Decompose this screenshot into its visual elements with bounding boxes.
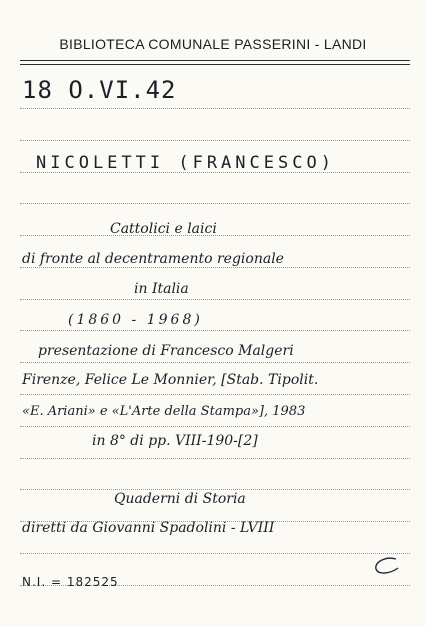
- ruled-line: [20, 330, 410, 331]
- ruled-line: [20, 108, 410, 109]
- ruled-line: [20, 426, 410, 427]
- ruled-line: [20, 267, 410, 268]
- title-dates: (1860 - 1968): [68, 312, 203, 328]
- series-title: Quaderni di Storia: [114, 491, 246, 507]
- imprint-line: presentazione di Francesco Malgeri: [38, 343, 294, 359]
- ruled-line: [20, 553, 410, 554]
- ruled-line: [20, 140, 410, 141]
- ruled-line: [20, 458, 410, 459]
- ruled-line: [20, 203, 410, 204]
- inventory-number: N.I. = 182525: [22, 575, 119, 589]
- title-line: in Italia: [134, 281, 189, 297]
- ruled-line: [20, 394, 410, 395]
- ruled-line: [20, 489, 410, 490]
- ruled-line: [20, 299, 410, 300]
- pen-flourish: [368, 556, 402, 578]
- title-line: di fronte al decentramento regionale: [22, 251, 284, 267]
- ruled-line: [20, 362, 410, 363]
- imprint-line: Firenze, Felice Le Monnier, [Stab. Tipolit.: [22, 372, 319, 388]
- imprint-line: «E. Ariani» e «L'Arte della Stampa»], 1983: [22, 404, 306, 419]
- library-header: BIBLIOTECA COMUNALE PASSERINI - LANDI: [59, 36, 367, 52]
- series-editor: diretti da Giovanni Spadolini - LVIII: [22, 520, 275, 536]
- collation-line: in 8° di pp. VIII-190-[2]: [92, 433, 258, 449]
- title-line: Cattolici e laici: [110, 221, 217, 237]
- header-rule-bottom: [20, 64, 410, 65]
- author-heading: NICOLETTI (FRANCESCO): [36, 153, 335, 173]
- header-rule-top: [20, 60, 410, 61]
- shelfmark: 18 O.VI.42: [22, 76, 177, 104]
